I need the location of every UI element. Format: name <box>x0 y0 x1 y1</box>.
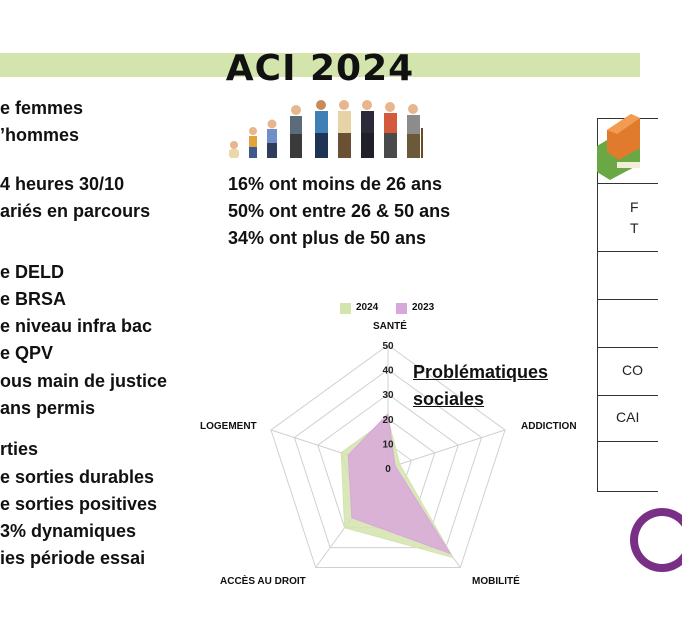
age-stat-line: 50% ont entre 26 & 50 ans <box>228 201 451 221</box>
list-item: 4 heures 30/10 <box>0 174 125 194</box>
list-item: 3% dynamiques <box>0 521 137 541</box>
axis-label-mobilite: MOBILITÉ <box>472 576 520 587</box>
tick-label: 50 <box>382 341 394 352</box>
age-stat-line: 16% ont moins de 26 ans <box>228 174 443 194</box>
list-item: rties <box>0 439 39 459</box>
list-item: ies période essai <box>0 548 146 568</box>
list-item: ariés en parcours <box>0 201 151 221</box>
age-stat-line: 34% ont plus de 50 ans <box>228 228 427 248</box>
radar-title <box>413 359 548 413</box>
legend-label: 2023 <box>412 302 435 313</box>
legend-label: 2024 <box>356 302 379 313</box>
list-item: e sorties durables <box>0 467 155 487</box>
axis-label-addiction: ADDICTION <box>521 421 577 432</box>
panel-cell-text: F <box>630 199 639 215</box>
list-item: e BRSA <box>0 289 67 309</box>
list-item: e niveau infra bac <box>0 316 153 336</box>
tick-label: 10 <box>382 439 394 451</box>
radar-title-line: sociales <box>413 389 485 409</box>
list-item: e femmes <box>0 98 84 118</box>
tick-label: 40 <box>382 365 394 377</box>
axis-label-acces-au-droit: ACCÈS AU DROIT <box>220 576 306 587</box>
list-item: e QPV <box>0 343 54 363</box>
panel-cell-text: CO <box>622 362 643 378</box>
list-item: ’hommes <box>0 125 80 145</box>
list-item: e sorties positives <box>0 494 158 514</box>
panel-cell-text: T <box>630 220 639 236</box>
grid-spoke <box>388 430 505 468</box>
list-item: e DELD <box>0 262 65 282</box>
page-title: ACI 2024 <box>225 48 415 89</box>
list-item: ans permis <box>0 398 96 418</box>
tick-label: 20 <box>382 414 394 426</box>
list-item: ous main de justice <box>0 371 168 391</box>
axis-label-logement: LOGEMENT <box>200 421 257 432</box>
axis-label-sante: SANTÉ <box>373 321 407 332</box>
radar-title-line: Problématiques <box>413 362 549 382</box>
tick-label: 0 <box>385 464 391 475</box>
tick-label: 30 <box>382 390 394 402</box>
panel-cell-text: CAI <box>616 409 640 425</box>
